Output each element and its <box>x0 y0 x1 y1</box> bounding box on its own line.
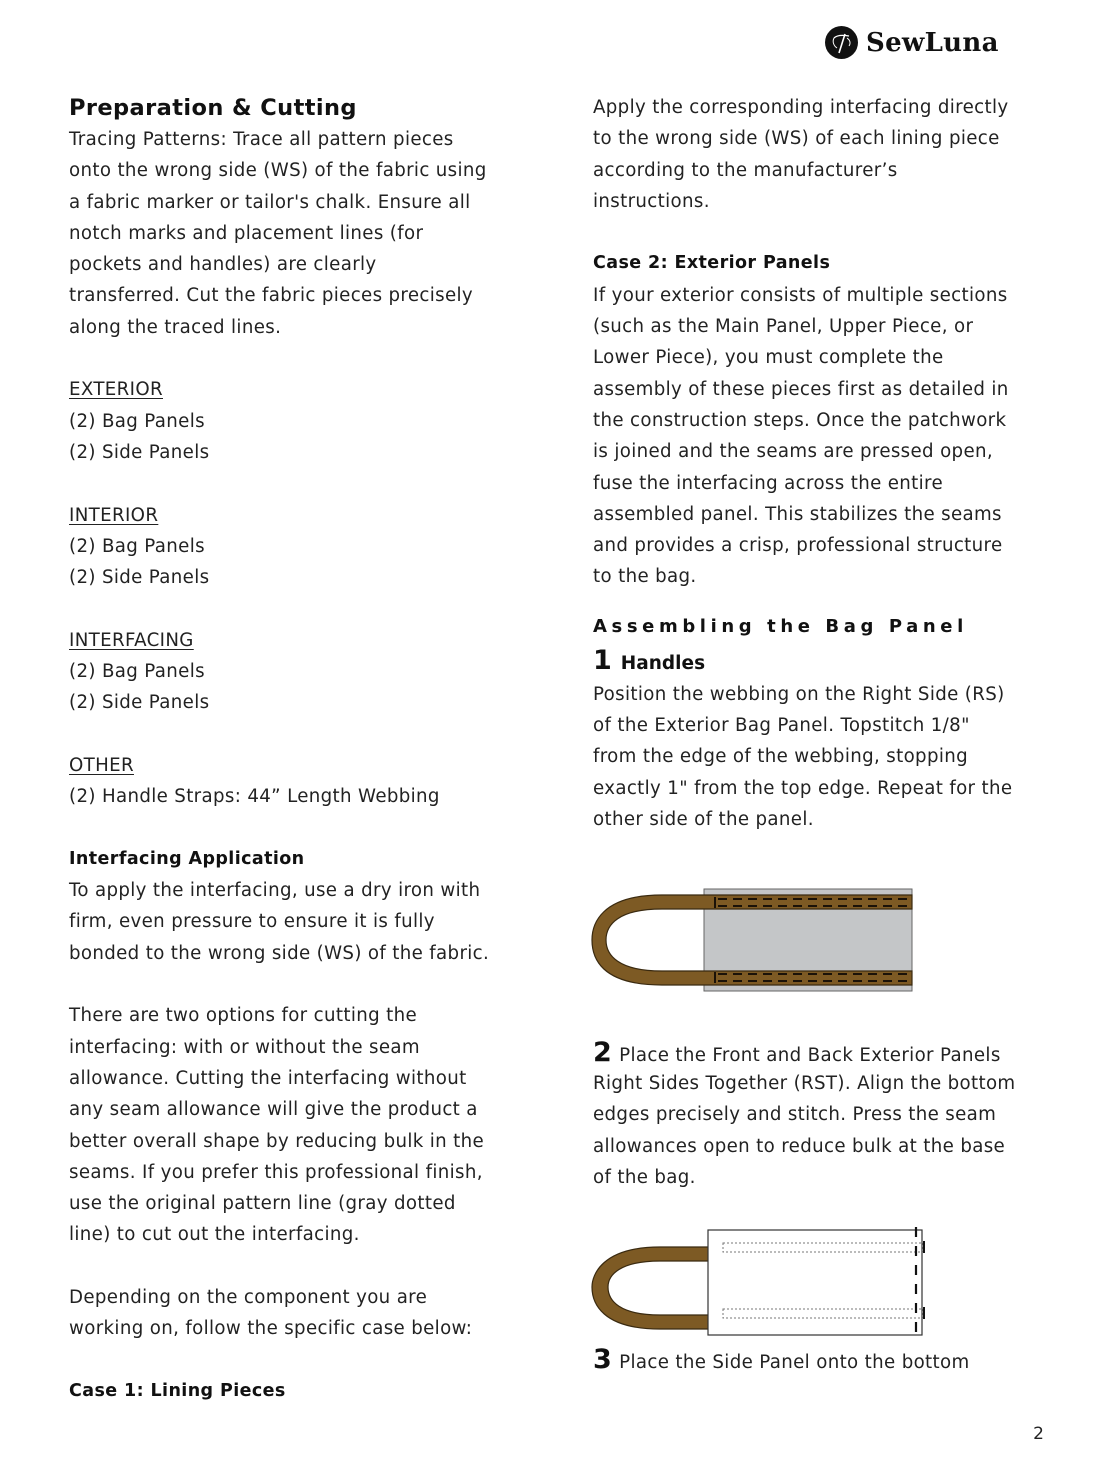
step-number: 2 <box>593 1037 613 1068</box>
needle-thread-icon <box>825 26 858 59</box>
text-line: edges precisely and stitch. Press the seam <box>593 1104 997 1126</box>
text-line: a fabric marker or tailor's chalk. Ensure all <box>69 191 471 213</box>
cutting-item: (2) Handle Straps: 44” Length Webbing <box>69 786 440 808</box>
right-column <box>593 92 1063 835</box>
step-title: Handles <box>620 652 706 674</box>
text-line: Tracing Patterns: Trace all pattern pieces <box>69 129 454 150</box>
cutting-item: (2) Bag Panels <box>69 410 205 432</box>
text-line: Depending on the component you are <box>69 1286 428 1308</box>
text-line: Place the Side Panel onto the bottom <box>619 1352 970 1373</box>
cutting-group-heading: INTERIOR <box>69 504 159 526</box>
text-line: bonded to the wrong side (WS) of the fabric. <box>69 942 490 964</box>
cutting-item: (2) Bag Panels <box>69 535 205 557</box>
webbing-handle-shape <box>592 1247 710 1329</box>
case2-paragraph <box>593 280 1063 593</box>
text-line: assembled panel. This stabilizes the seams <box>593 503 1002 525</box>
text-line: allowance. Cutting the interfacing without <box>69 1067 467 1089</box>
text-line: other side of the panel. <box>593 808 814 830</box>
handle-topstitch-diagram <box>590 885 920 1000</box>
panels-rst-diagram <box>590 1225 930 1340</box>
cutting-item: (2) Bag Panels <box>69 661 205 683</box>
text-line: according to the manufacturer’s <box>593 159 898 181</box>
text-line: better overall shape by reducing bulk in the <box>69 1130 485 1152</box>
text-line: of the Exterior Bag Panel. Topstitch 1/8" <box>593 715 970 737</box>
step-number: 1 <box>593 644 612 676</box>
cutting-group-other <box>69 750 539 813</box>
text-line: working on, follow the specific case below: <box>69 1318 473 1340</box>
step-3 <box>593 1342 1063 1375</box>
cutting-group-heading: OTHER <box>69 754 134 776</box>
text-line: any seam allowance will give the product a <box>69 1099 478 1121</box>
cutting-item: (2) Side Panels <box>69 441 210 463</box>
text-line: along the traced lines. <box>69 316 282 338</box>
text-line: allowances open to reduce bulk at the base <box>593 1135 1006 1157</box>
cutting-group-heading: EXTERIOR <box>69 379 163 401</box>
step-1 <box>593 643 1063 835</box>
cutting-group-heading: INTERFACING <box>69 629 194 651</box>
step-number: 3 <box>593 1344 613 1375</box>
case2-heading: Case 2: Exterior Panels <box>593 253 831 274</box>
left-column <box>69 92 539 1407</box>
bag-panel-shape <box>708 1230 922 1335</box>
text-line: to the wrong side (WS) of each lining piece <box>593 128 1000 150</box>
text-line: and provides a crisp, professional structure <box>593 535 1003 557</box>
text-line: If your exterior consists of multiple sections <box>593 284 1008 306</box>
text-line: Apply the corresponding interfacing directly <box>593 97 1009 118</box>
text-line: line) to cut out the interfacing. <box>69 1224 360 1246</box>
case1-paragraph <box>593 92 1063 217</box>
text-line: exactly 1" from the top edge. Repeat for the <box>593 777 1013 799</box>
cutting-group-interfacing <box>69 625 539 719</box>
text-line: instructions. <box>593 190 710 212</box>
cutting-item: (2) Side Panels <box>69 692 210 714</box>
text-line: fuse the interfacing across the entire <box>593 472 944 494</box>
text-line: To apply the interfacing, use a dry iron with <box>69 880 481 902</box>
page-number: 2 <box>1033 1424 1044 1444</box>
text-line: is joined and the seams are pressed open, <box>593 441 993 463</box>
text-line: to the bag. <box>593 566 697 588</box>
brand-name: SewLuna <box>866 27 999 58</box>
text-line: seams. If you prefer this professional finish, <box>69 1161 483 1183</box>
text-line: There are two options for cutting the <box>69 1005 418 1027</box>
text-line: notch marks and placement lines (for <box>69 222 424 244</box>
section-heading: Assembling the Bag Panel <box>593 615 968 637</box>
text-line: Lower Piece), you must complete the <box>593 347 944 369</box>
text-line: Right Sides Together (RST). Align the bottom <box>593 1073 1016 1094</box>
tracing-paragraph <box>69 124 539 343</box>
text-line: the construction steps. Once the patchwork <box>593 409 1007 431</box>
text-line: assembly of these pieces first as detailed in <box>593 378 1009 400</box>
section-title: Preparation & Cutting <box>69 95 357 121</box>
text-line: of the bag. <box>593 1166 696 1188</box>
text-line: from the edge of the webbing, stopping <box>593 746 969 768</box>
case1-heading: Case 1: Lining Pieces <box>69 1380 286 1401</box>
text-line: use the original pattern line (gray dotted <box>69 1193 456 1215</box>
cutting-group-interior <box>69 500 539 594</box>
text-line: onto the wrong side (WS) of the fabric using <box>69 160 487 182</box>
cutting-group-exterior <box>69 374 539 468</box>
text-line: transferred. Cut the fabric pieces precisely <box>69 285 474 307</box>
text-line: Position the webbing on the Right Side (RS) <box>593 683 1005 705</box>
step-2 <box>593 1035 1063 1193</box>
text-line: firm, even pressure to ensure it is fully <box>69 911 435 933</box>
text-line: Place the Front and Back Exterior Panels <box>619 1045 1001 1066</box>
subsection-heading: Interfacing Application <box>69 848 305 869</box>
interfacing-application <box>69 844 539 1407</box>
text-line: (such as the Main Panel, Upper Piece, or <box>593 316 974 338</box>
cutting-item: (2) Side Panels <box>69 567 210 589</box>
text-line: pockets and handles) are clearly <box>69 254 377 276</box>
brand-logo <box>825 26 999 59</box>
text-line: interfacing: with or without the seam <box>69 1036 420 1058</box>
